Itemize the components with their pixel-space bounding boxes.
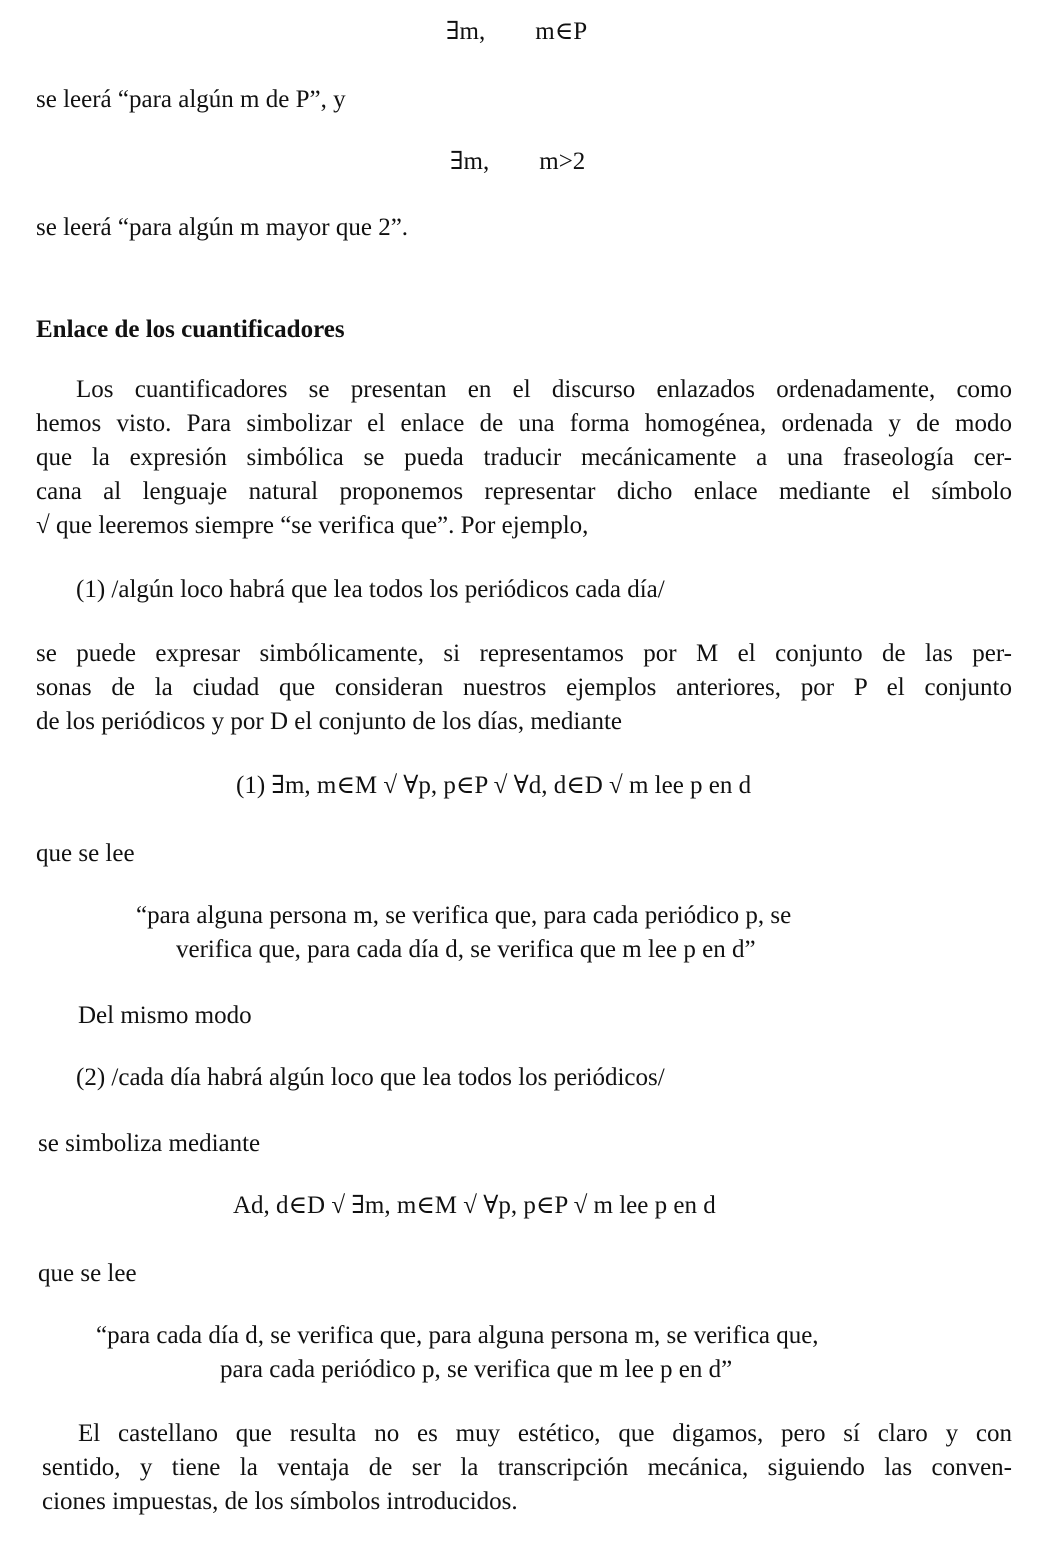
reading-line: verifica que, para cada día d, se verifica que m lee p en d” [176,936,756,963]
example-2: (2) /cada día habrá algún loco que lea todos los periódicos/ [76,1064,665,1091]
paragraph-line: ciones impuestas, de los símbolos introducidos. [42,1488,518,1515]
paragraph-line: cana al lenguaje natural proponemos representar dicho enlace mediante el símbolo [36,478,1012,505]
formula-2: Ad, d∈D √ ∃m, m∈M √ ∀p, p∈P √ m lee p en d [233,1192,716,1219]
section-heading: Enlace de los cuantificadores [36,316,345,343]
formula-1: (1) ∃m, m∈M √ ∀p, p∈P √ ∀d, d∈D √ m lee p en d [236,772,752,799]
example-1: (1) /algún loco habrá que lea todos los periódicos cada día/ [76,576,665,603]
formula-exists-m-gt-2: ∃m, m>2 [450,148,586,175]
text-line: se leerá “para algún m mayor que 2”. [36,214,409,241]
paragraph-line: √ que leeremos siempre “se verifica que”. Por ejemplo, [36,512,589,539]
formula-exists-m-in-p: ∃m, m∈P [446,18,588,45]
paragraph-line: se puede expresar simbólicamente, si representamos por M el conjunto de las per- [36,640,1012,667]
text-line: Del mismo modo [78,1002,252,1029]
paragraph-line: sentido, y tiene la ventaja de ser la transcripción mecánica, siguiendo las conven- [42,1454,1012,1481]
paragraph-line: El castellano que resulta no es muy estético, que digamos, pero sí claro y con [78,1420,1012,1447]
paragraph-line: hemos visto. Para simbolizar el enlace de una forma homogénea, ordenada y de modo [36,410,1012,437]
paragraph-line: que la expresión simbólica se pueda traducir mecánicamente a una fraseología cer- [36,444,1012,471]
paragraph-line: Los cuantificadores se presentan en el discurso enlazados ordenadamente, como [76,376,1012,403]
text-line: que se lee [36,840,135,867]
text-line: que se lee [38,1260,137,1287]
reading-line: para cada periódico p, se verifica que m lee p en d” [220,1356,733,1383]
paragraph-line: de los periódicos y por D el conjunto de los días, mediante [36,708,622,735]
text-line: se simboliza mediante [38,1130,261,1157]
paragraph-line: sonas de la ciudad que consideran nuestros ejemplos anteriores, por P el conjunto [36,674,1012,701]
reading-line: “para cada día d, se verifica que, para alguna persona m, se verifica que, [96,1322,819,1349]
text-line: se leerá “para algún m de P”, y [36,86,346,113]
reading-line: “para alguna persona m, se verifica que, para cada periódico p, se [136,902,792,929]
